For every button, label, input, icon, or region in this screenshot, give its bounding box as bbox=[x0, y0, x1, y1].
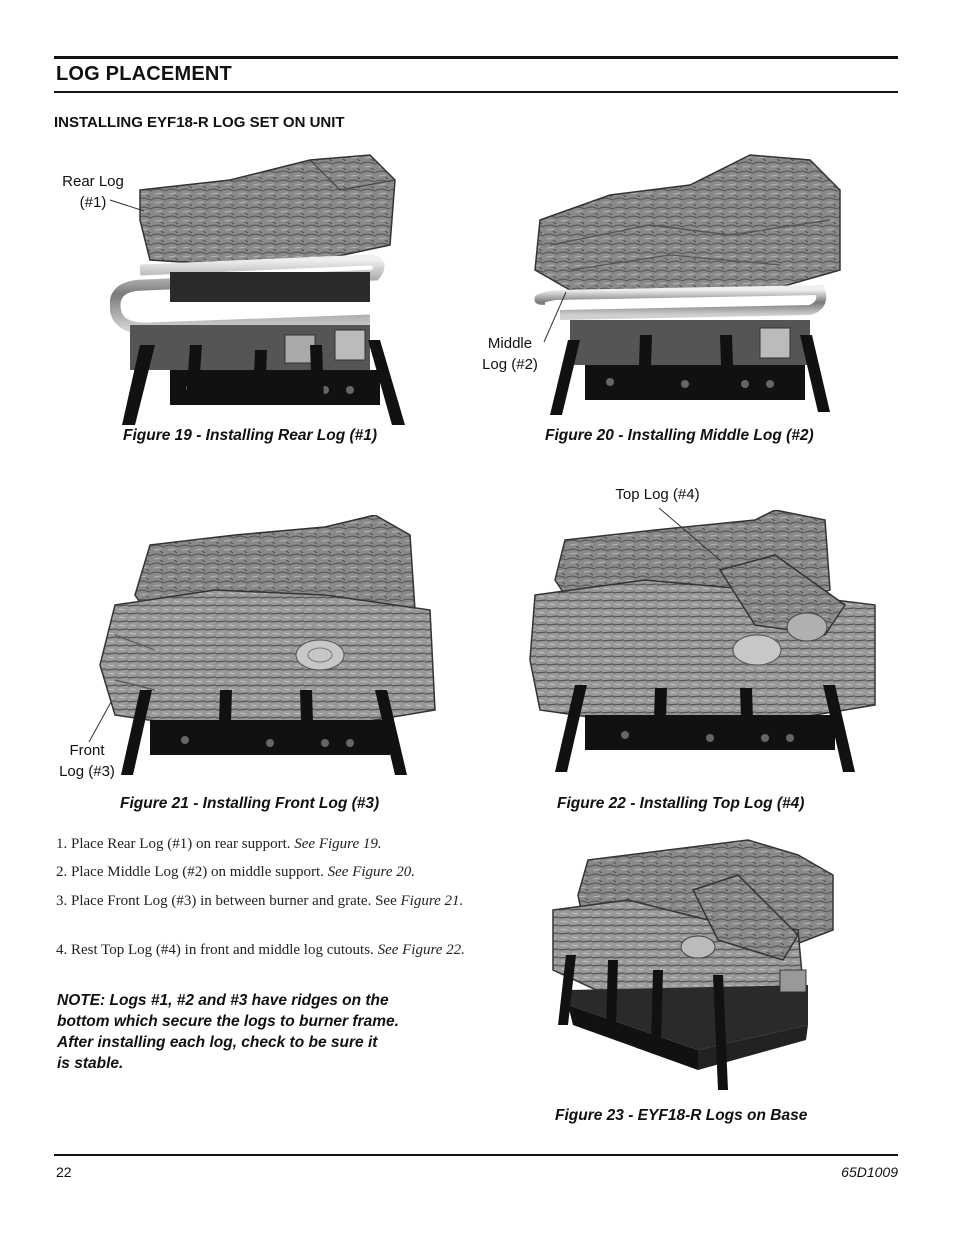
step-2-number: 2. bbox=[56, 864, 68, 880]
note-line-2: bottom which secure the logs to burner frame. bbox=[57, 1013, 399, 1030]
step-1-ref: See Figure 19. bbox=[294, 836, 382, 852]
document-number: 65D1009 bbox=[841, 1164, 898, 1180]
step-3 bbox=[56, 891, 485, 912]
leader-line-front-log bbox=[85, 700, 115, 745]
callout-front-log-line2: Log (#3) bbox=[59, 763, 115, 780]
step-2 bbox=[56, 862, 470, 883]
step-2-ref: See Figure 20. bbox=[327, 864, 415, 880]
step-1-number: 1. bbox=[56, 836, 68, 852]
step-3-number: 3. bbox=[56, 893, 68, 909]
step-3-ref: Figure 21. bbox=[400, 893, 464, 909]
note-line-1: NOTE: Logs #1, #2 and #3 have ridges on the bbox=[57, 992, 389, 1009]
step-4-text: Rest Top Log (#4) in front and middle log cutouts. bbox=[71, 942, 378, 958]
figure-19-image bbox=[110, 150, 410, 430]
section-title: LOG PLACEMENT bbox=[56, 63, 232, 85]
callout-front-log bbox=[50, 740, 124, 782]
caption-figure-19: Figure 19 - Installing Rear Log (#1) bbox=[123, 427, 378, 444]
figure-20-image bbox=[530, 150, 850, 420]
leader-line-middle-log bbox=[540, 290, 570, 345]
figure-23-image bbox=[548, 835, 843, 1095]
step-4 bbox=[56, 940, 485, 961]
step-1-text: Place Rear Log (#1) on rear support. bbox=[71, 836, 295, 852]
caption-figure-22: Figure 22 - Installing Top Log (#4) bbox=[557, 795, 805, 812]
callout-middle-log bbox=[474, 333, 546, 375]
callout-front-log-line1: Front bbox=[69, 742, 105, 759]
step-3-text: Place Front Log (#3) in between burner and grate. See bbox=[71, 893, 401, 909]
leader-line-rear-log bbox=[108, 195, 148, 215]
leader-line-top-log bbox=[655, 505, 725, 565]
header-bottom-rule bbox=[54, 91, 898, 93]
step-4-ref: See Figure 22. bbox=[377, 942, 465, 958]
header-top-rule bbox=[54, 56, 898, 59]
subtitle: INSTALLING EYF18-R LOG SET ON UNIT bbox=[54, 114, 345, 131]
callout-middle-log-line1: Middle bbox=[487, 335, 533, 352]
caption-figure-20: Figure 20 - Installing Middle Log (#2) bbox=[545, 427, 814, 444]
caption-figure-21: Figure 21 - Installing Front Log (#3) bbox=[120, 795, 380, 812]
note-line-3: After installing each log, check to be sure it bbox=[57, 1034, 378, 1051]
note-block bbox=[57, 990, 457, 1074]
figure-21-image bbox=[95, 515, 440, 780]
note-line-4: is stable. bbox=[57, 1055, 124, 1072]
callout-middle-log-line2: Log (#2) bbox=[482, 356, 538, 373]
callout-rear-log-line2: (#1) bbox=[79, 194, 107, 211]
footer-rule bbox=[54, 1154, 898, 1156]
caption-figure-23: Figure 23 - EYF18-R Logs on Base bbox=[555, 1107, 808, 1124]
step-4-number: 4. bbox=[56, 942, 68, 958]
callout-top-log: Top Log (#4) bbox=[615, 486, 700, 503]
step-1 bbox=[56, 834, 470, 855]
page-number: 22 bbox=[56, 1164, 72, 1180]
step-2-text: Place Middle Log (#2) on middle support. bbox=[71, 864, 328, 880]
callout-rear-log-line1: Rear Log bbox=[62, 173, 124, 190]
